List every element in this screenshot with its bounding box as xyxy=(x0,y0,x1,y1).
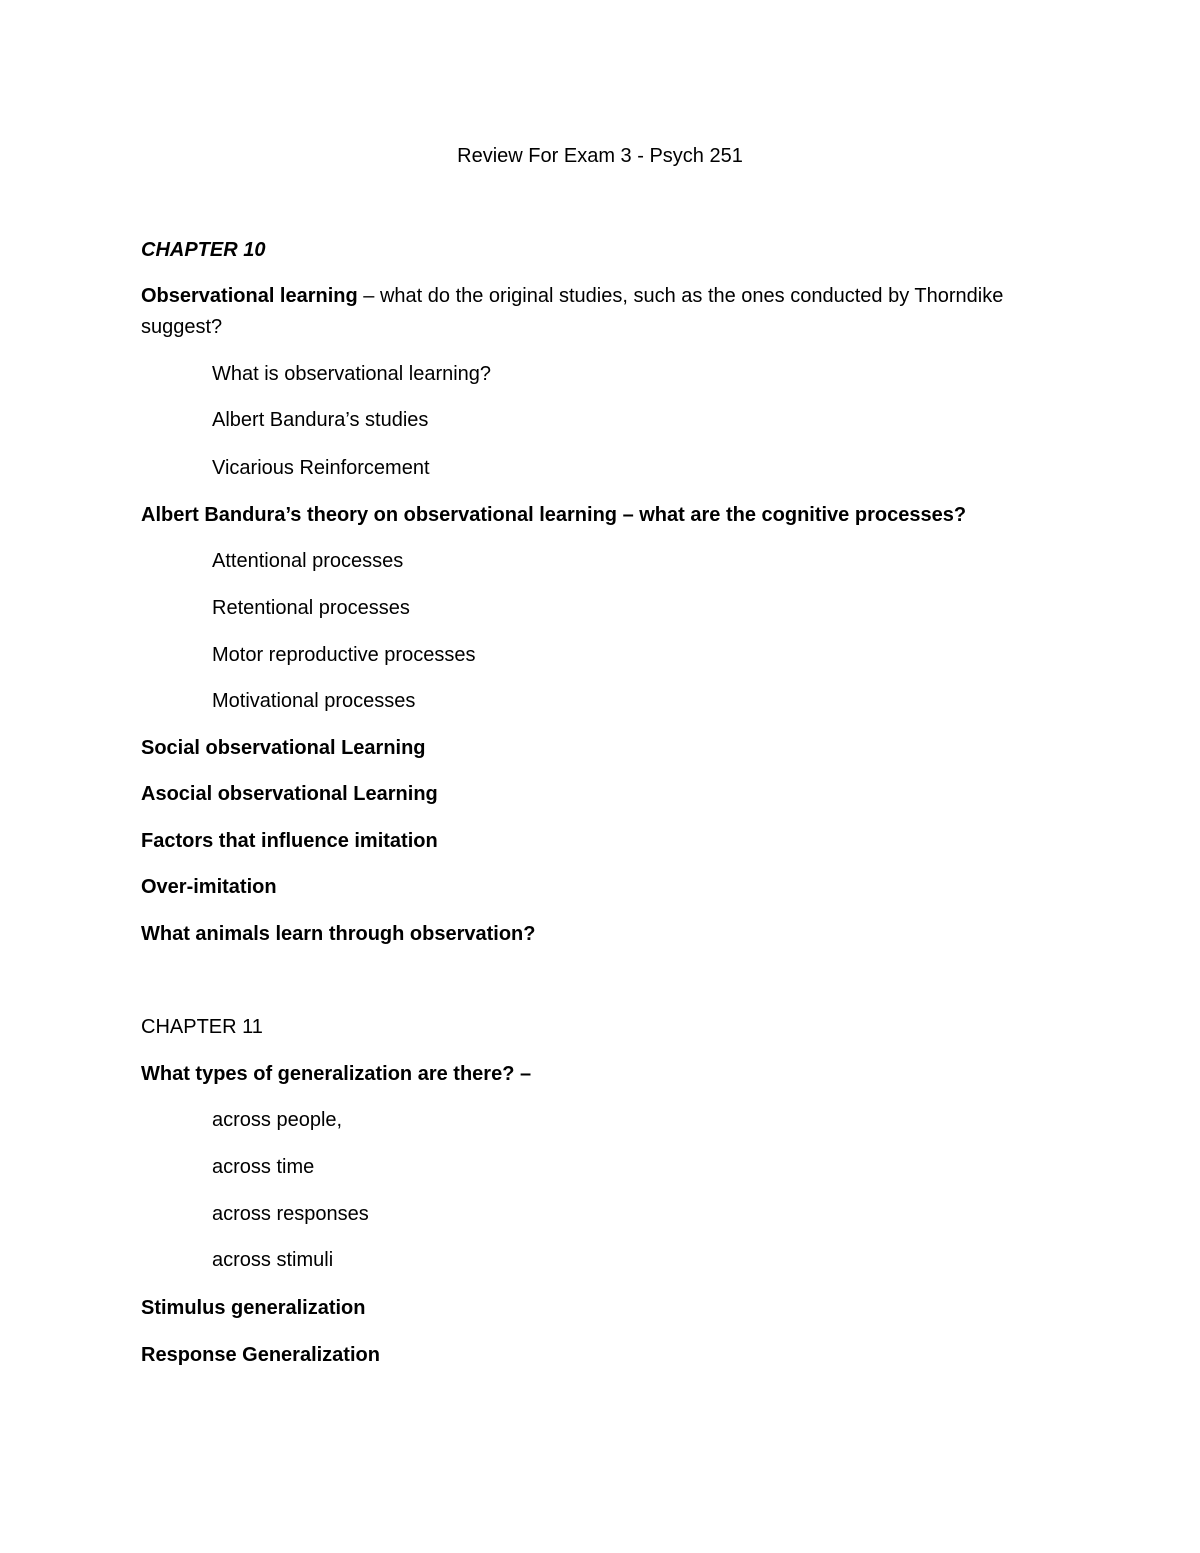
list-item: across responses xyxy=(212,1203,369,1225)
topic-heading: What animals learn through observation? xyxy=(141,923,536,945)
list-item: Attentional processes xyxy=(212,550,404,572)
topic-heading: Stimulus generalization xyxy=(141,1297,366,1319)
list-item: What is observational learning? xyxy=(212,363,492,385)
list-item: Albert Bandura’s studies xyxy=(212,409,429,431)
topic-heading: Response Generalization xyxy=(141,1344,380,1366)
topic-heading: Over-imitation xyxy=(141,876,277,898)
bandura-theory-question: Albert Bandura’s theory on observational learning – what are the cognitive processes? xyxy=(141,504,967,526)
observational-learning-question-text: – what do the original studies, such as the ones conducted by Thorndike xyxy=(357,285,1004,307)
list-item: across time xyxy=(212,1156,315,1178)
chapter-11-heading: CHAPTER 11 xyxy=(141,1016,263,1038)
list-item: across stimuli xyxy=(212,1249,334,1271)
observational-learning-term: Observational learning xyxy=(141,285,358,307)
list-item: Motor reproductive processes xyxy=(212,644,476,666)
topic-heading: Social observational Learning xyxy=(141,737,426,759)
chapter-10-heading: CHAPTER 10 xyxy=(141,239,266,261)
observational-learning-question-continued: suggest? xyxy=(141,316,223,338)
list-item: Retentional processes xyxy=(212,597,410,619)
topic-heading: Asocial observational Learning xyxy=(141,783,438,805)
list-item: across people, xyxy=(212,1109,343,1131)
generalization-question: What types of generalization are there? – xyxy=(141,1063,532,1085)
list-item: Motivational processes xyxy=(212,690,416,712)
document-title: Review For Exam 3 - Psych 251 xyxy=(457,145,743,167)
topic-heading: Factors that influence imitation xyxy=(141,830,438,852)
observational-learning-question xyxy=(141,284,1003,308)
list-item: Vicarious Reinforcement xyxy=(212,457,430,479)
